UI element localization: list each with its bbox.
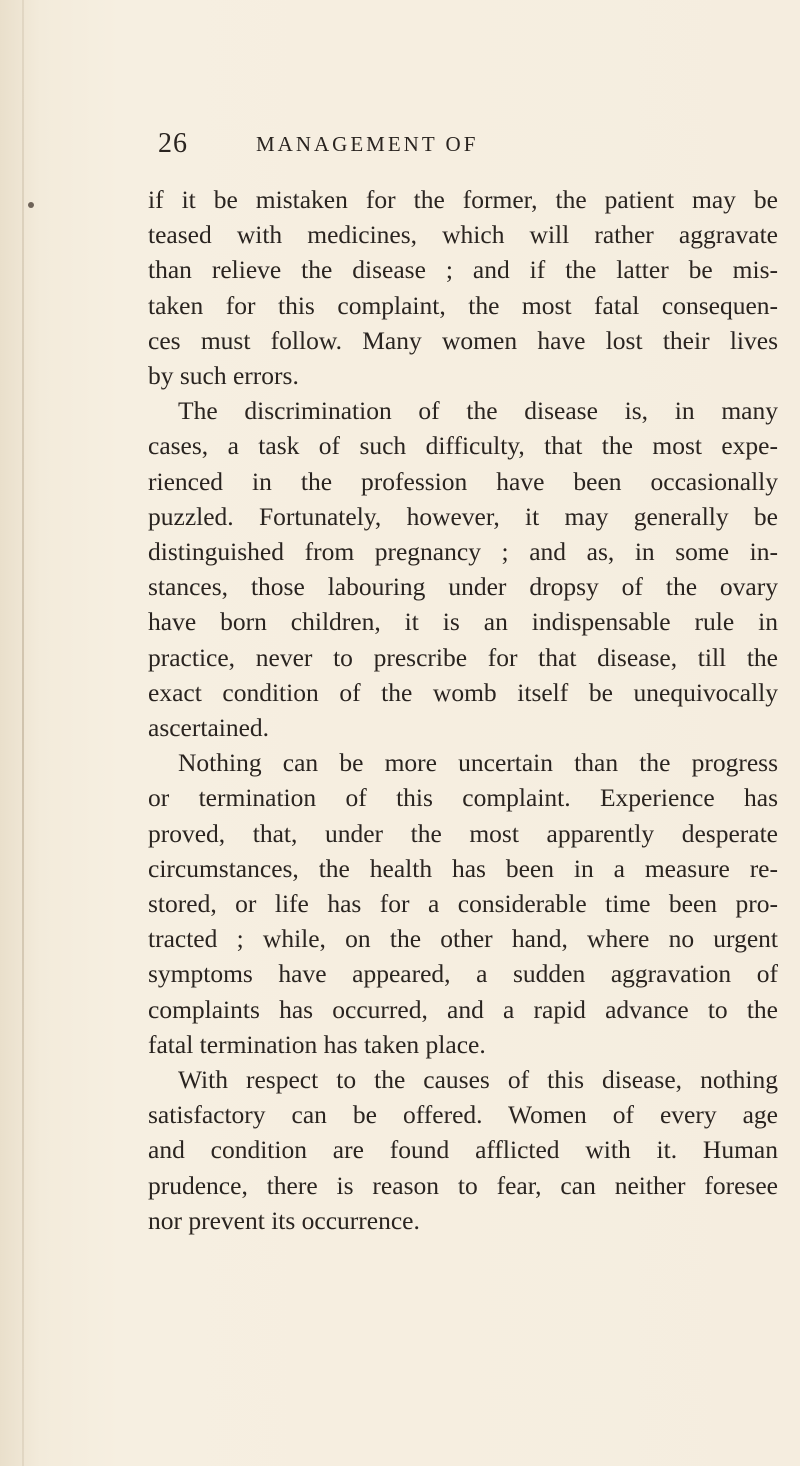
text-line: have born children, it is an indispensable rule in bbox=[148, 607, 778, 637]
text-line: by such errors. bbox=[148, 361, 299, 391]
text-line: rienced in the profession have been occasionally bbox=[148, 466, 778, 496]
margin-spot bbox=[28, 202, 34, 208]
text-line: fatal termination has taken place. bbox=[148, 1029, 486, 1059]
text-line: than relieve the disease ; and if the latter be mis- bbox=[148, 255, 778, 285]
text-line: ces must follow. Many women have lost their lives bbox=[148, 325, 778, 355]
text-line: and condition are found afflicted with it. Human bbox=[148, 1135, 778, 1165]
text-line: exact condition of the womb itself be unequivocally bbox=[148, 677, 778, 707]
page-number: 26 bbox=[158, 128, 188, 159]
page-header bbox=[158, 128, 598, 172]
text-line: With respect to the causes of this disease, nothing bbox=[178, 1065, 778, 1095]
text-line: puzzled. Fortunately, however, it may generally be bbox=[148, 501, 778, 531]
text-line: stances, those labouring under dropsy of the ovary bbox=[148, 572, 778, 602]
text-line: satisfactory can be offered. Women of every age bbox=[148, 1100, 778, 1130]
text-line: Nothing can be more uncertain than the progress bbox=[178, 748, 778, 778]
text-line: ascertained. bbox=[148, 713, 270, 743]
text-line: tracted ; while, on the other hand, where no urgent bbox=[148, 924, 778, 954]
text-line: taken for this complaint, the most fatal consequen- bbox=[148, 290, 778, 320]
text-line: stored, or life has for a considerable time been pro- bbox=[148, 889, 778, 919]
text-line: nor prevent its occurrence. bbox=[148, 1205, 420, 1235]
text-line: teased with medicines, which will rather aggravate bbox=[148, 220, 778, 250]
text-line: cases, a task of such difficulty, that the most expe- bbox=[148, 431, 778, 461]
text-line: or termination of this complaint. Experience has bbox=[148, 783, 778, 813]
text-line: symptoms have appeared, a sudden aggravation of bbox=[148, 959, 778, 989]
text-line: prudence, there is reason to fear, can neither foresee bbox=[148, 1170, 778, 1200]
text-line: The discrimination of the disease is, in many bbox=[178, 396, 778, 426]
body-text bbox=[148, 182, 778, 1238]
text-line: if it be mistaken for the former, the patient may be bbox=[148, 185, 778, 214]
binding-gutter bbox=[22, 0, 24, 1466]
text-line: circumstances, the health has been in a measure re- bbox=[148, 853, 778, 883]
text-line: proved, that, under the most apparently desperate bbox=[148, 818, 778, 848]
text-line: practice, never to prescribe for that disease, till the bbox=[148, 642, 778, 672]
text-line: complaints has occurred, and a rapid advance to the bbox=[148, 994, 778, 1024]
text-line: distinguished from pregnancy ; and as, in some in- bbox=[148, 537, 778, 567]
running-head: MANAGEMENT OF bbox=[256, 132, 479, 156]
